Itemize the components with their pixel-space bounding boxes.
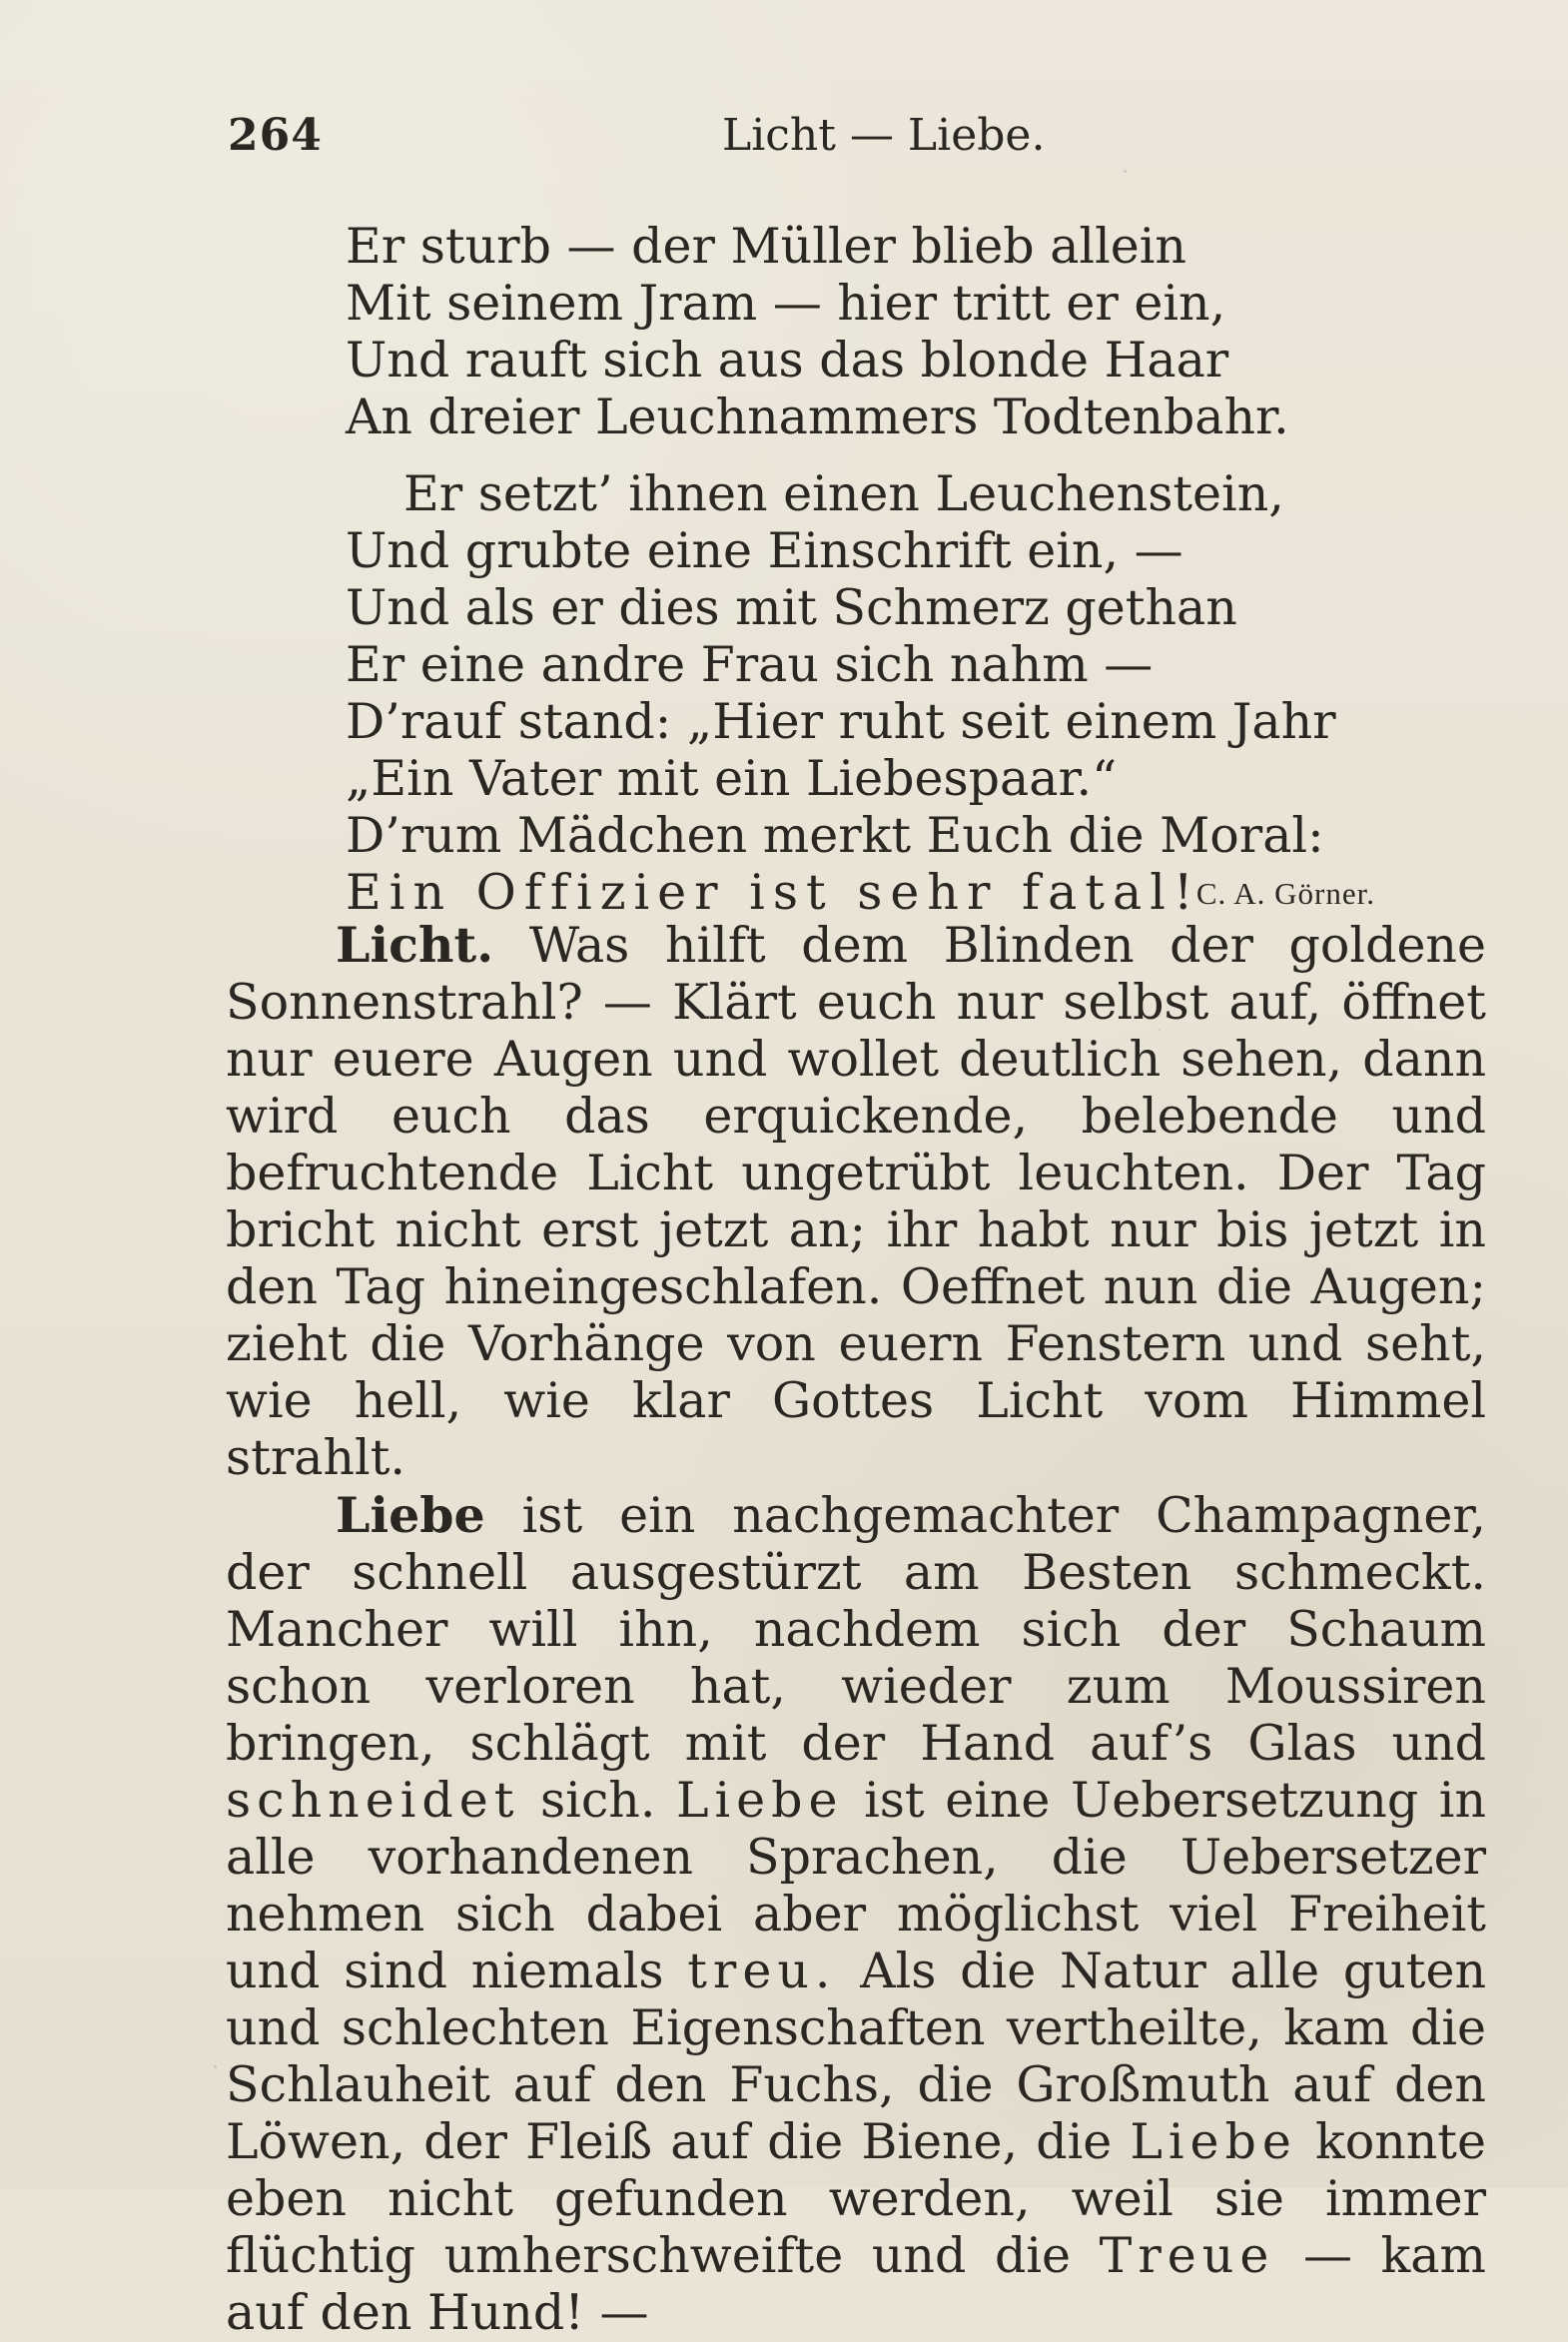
paper-speck	[1124, 170, 1127, 173]
poem	[346, 218, 1384, 941]
liebe-text-2: sich.	[519, 1772, 676, 1829]
paper-speck	[214, 2065, 217, 2068]
liebe-text-1: ist ein nachgemachter Champagner, der schnell ausgestürzt am Besten schmeckt. Mancher will ihn, nachdem sich der Schaum schon verloren hat, wieder zum Moussiren bringen, schlägt mit der Hand auf’s Glas und	[226, 1487, 1486, 1772]
liebe-text-3: ist eine Uebersetzung in alle vorhandenen Sprachen, die Uebersetzer nehmen sich dabei aber möglichst viel Freiheit und sind niemals	[226, 1772, 1486, 1999]
poem-author: C. A. Görner.	[1195, 876, 1375, 911]
paper-speck	[1159, 1029, 1161, 1031]
running-head: Licht — Liebe.	[722, 110, 1046, 161]
poem-stanza-1	[346, 218, 1384, 445]
poem-stanza-2	[346, 465, 1384, 921]
poem-line: D’rum Mädchen merkt Euch die Moral:	[346, 807, 1324, 864]
poem-line: Er sturb — der Müller blieb allein	[346, 218, 1186, 275]
liebe-heading: Liebe	[336, 1486, 485, 1544]
page-number: 264	[228, 110, 323, 161]
emphasized-word-treue: Treue	[1099, 2227, 1275, 2284]
poem-line: „Ein Vater mit ein Liebespaar.“	[346, 750, 1118, 807]
liebe-text-6: — kam auf den Hund! —	[226, 2227, 1486, 2341]
liebe-text-5: konnte eben nicht gefunden werden, weil sie immer flüchtig umherschweifte und die	[226, 2113, 1487, 2284]
emphasized-word-liebe-2: Liebe	[1130, 2113, 1297, 2170]
licht-heading: Licht.	[336, 916, 494, 974]
licht-text: Was hilft dem Blinden der goldene Sonnenstrahl? — Klärt euch nur selbst auf, öffnet nur euere Augen und wollet deutlich sehen, dann wird euch das erquickende, belebende und befruchtende Licht ungetrübt leuchten. Der Tag bricht nicht erst jetzt an; ihr habt nur bis jetzt in den Tag hineingeschlafen. Oeffnet nun die Augen; zieht die Vorhänge von euern Fenstern und seht, wie hell, wie klar Gottes Licht vom Himmel strahlt.	[226, 917, 1486, 1486]
poem-line: Er eine andre Frau sich nahm —	[346, 636, 1154, 693]
licht-paragraph	[226, 917, 1486, 1486]
liebe-text-4: Als die Natur alle guten und schlechten Eigenschaften vertheilte, kam die Schlauheit auf den Fuchs, die Großmuth auf den Löwen, der Fleiß auf die Biene, die	[226, 1943, 1486, 2170]
emphasized-word-treu: treu.	[687, 1943, 837, 1999]
poem-line: Ein Offizier ist sehr fatal!	[346, 864, 1201, 921]
poem-line: Und grubte eine Einschrift ein, —	[346, 522, 1183, 579]
prose-section	[226, 917, 1486, 2342]
poem-line: D’rauf stand: „Hier ruht seit einem Jahr	[346, 693, 1336, 750]
poem-line: Und als er dies mit Schmerz gethan	[346, 579, 1237, 636]
poem-line: Und rauft sich aus das blonde Haar	[346, 332, 1229, 389]
emphasized-word-liebe-1: Liebe	[675, 1772, 844, 1829]
poem-line: Mit seinem Jram — hier tritt er ein,	[346, 275, 1226, 332]
emphasized-word-schneidet: schneidet	[226, 1772, 520, 1829]
poem-line: An dreier Leuchnammers Todtenbahr.	[346, 389, 1289, 445]
page-header	[228, 104, 1326, 174]
poem-line: Er setzt’ ihnen einen Leuchenstein,	[403, 465, 1284, 522]
liebe-paragraph	[226, 1487, 1486, 2341]
poem-final-line-row	[346, 864, 1384, 921]
